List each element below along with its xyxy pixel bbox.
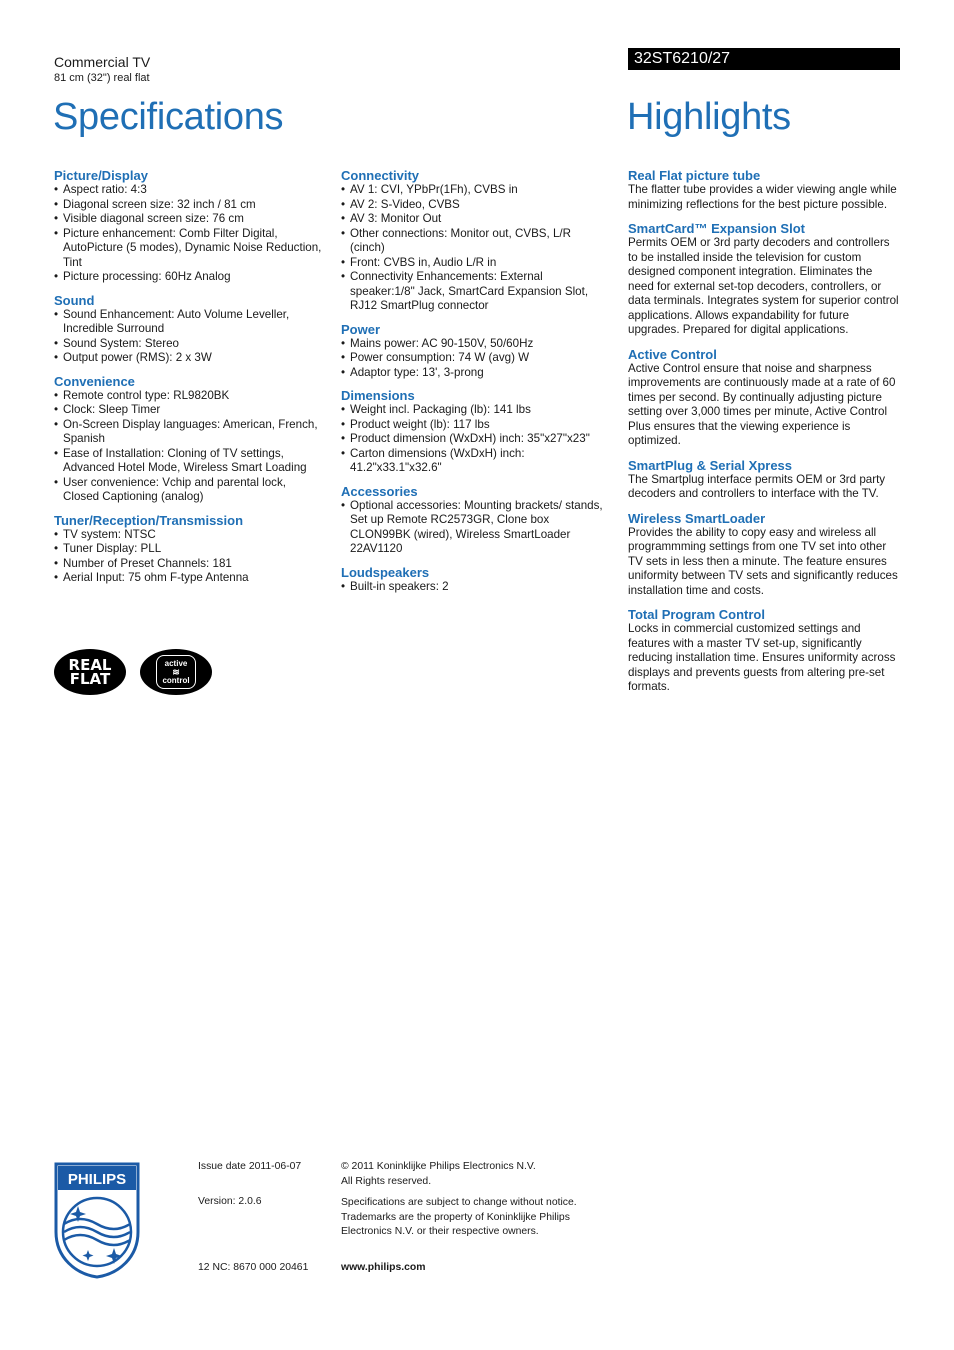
disclaimer-line: Trademarks are the property of Koninklijke Philips (341, 1211, 570, 1223)
product-type: Commercial TV (54, 54, 151, 70)
section-heading: Connectivity (341, 168, 420, 183)
spec-list (341, 403, 609, 476)
highlight-item (628, 221, 900, 338)
spec-item: • Front: CVBS in, Audio L/R in (341, 256, 609, 271)
spec-item: • User convenience: Vchip and parental lock, Closed Captioning (analog) (54, 476, 324, 505)
spec-item: • TV system: NTSC (54, 528, 324, 543)
spec-section (54, 293, 324, 366)
spec-item: • Aspect ratio: 4:3 (54, 183, 324, 198)
disclaimer-line: Electronics N.V. or their respective owners. (341, 1226, 539, 1237)
spec-item: • Optional accessories: Mounting brackets/ stands, Set up Remote RC2573GR, Clone box CLON99BK (wired), Wireless SmartLoader 22AV1120 (341, 499, 609, 557)
section-heading: Accessories (341, 483, 418, 499)
highlights-title: Highlights (627, 96, 791, 138)
section-heading: Tuner/Reception/Transmission (54, 512, 244, 528)
philips-shield-logo (54, 1162, 140, 1279)
section-heading: Dimensions (341, 388, 415, 403)
highlight-heading: SmartCard™ Expansion Slot (628, 221, 805, 236)
website-link[interactable]: www.philips.com (341, 1262, 426, 1273)
highlights-column (628, 168, 900, 704)
spec-item: • AV 2: S-Video, CVBS (341, 198, 609, 213)
highlight-heading: Wireless SmartLoader (628, 510, 766, 526)
spec-item: • Sound Enhancement: Auto Volume Leveller, Incredible Surround (54, 308, 324, 337)
spec-list (54, 389, 324, 505)
disclaimer-line: Specifications are subject to change without notice. (341, 1197, 577, 1208)
active-control-logo-line1: active (164, 659, 188, 668)
issue-date: Issue date 2011-06-07 (198, 1161, 302, 1172)
spec-item: • Sound System: Stereo (54, 337, 324, 352)
highlight-heading: Total Program Control (628, 607, 765, 622)
real-flat-logo-line1: REAL (68, 656, 112, 674)
real-flat-logo-line2: FLAT (69, 670, 111, 688)
spec-section (341, 168, 609, 314)
spec-list (54, 308, 324, 366)
highlight-item (628, 607, 900, 695)
spec-section (54, 513, 324, 586)
spec-item: • Tuner Display: PLL (54, 542, 324, 557)
spec-item: • Number of Preset Channels: 181 (54, 557, 324, 572)
spec-list (341, 499, 609, 557)
specs-column-2 (341, 168, 609, 602)
highlight-heading: Active Control (628, 346, 717, 362)
spec-item: • Other connections: Monitor out, CVBS, L/R (cinch) (341, 227, 609, 256)
highlight-item (628, 168, 900, 212)
spec-item: • Weight incl. Packaging (lb): 141 lbs (341, 403, 609, 418)
rights-line: All Rights reserved. (341, 1175, 432, 1187)
spec-item: • Product weight (lb): 117 lbs (341, 418, 609, 433)
spec-section (341, 322, 609, 381)
spec-item: • Visible diagonal screen size: 76 cm (54, 212, 324, 227)
highlight-text: The flatter tube provides a wider viewing angle while minimizing reflections for the best picture possible. (628, 183, 897, 211)
highlight-text: Permits OEM or 3rd party decoders and controllers to be installed inside the television for custom designed component integration. Eliminates the need for external set-top decoders, controllers, or data terminals. Integrates system for superior control applications. Allows expandability for future upgrades. Prepared for digital applications. (628, 236, 899, 336)
highlight-heading: SmartPlug & Serial Xpress (628, 457, 793, 473)
highlight-text: Locks in commercial customized settings and features with a master TV set-up, significantly reducing installation time. Ensures uniformity across displays and prevents guests from altering pre-set formats. (628, 622, 896, 693)
highlight-text: Provides the ability to copy easy and wireless all programmming settings from one TV set into other TV sets in less then a minute. The feature ensures uniformity between TV sets and significantly reduces installation time and costs. (628, 525, 898, 597)
real-flat-logo (54, 649, 126, 695)
specifications-title: Specifications (53, 96, 284, 138)
spec-item: • Connectivity Enhancements: External speaker:1/8" Jack, SmartCard Expansion Slot, RJ12 SmartPlug connector (341, 270, 609, 314)
disclaimer-block (341, 1196, 577, 1240)
highlight-item (628, 511, 900, 599)
spec-item: • AV 1: CVI, YPbPr(1Fh), CVBS in (341, 183, 609, 198)
section-heading: Loudspeakers (341, 564, 430, 580)
section-heading: Power (341, 321, 381, 337)
spec-section (341, 388, 609, 476)
nc-number: 12 NC: 8670 000 20461 (198, 1262, 309, 1273)
spec-item: • Adaptor type: 13', 3-prong (341, 366, 609, 381)
spec-item: • Clock: Sleep Timer (54, 403, 324, 418)
highlight-item (628, 347, 900, 449)
spec-list (54, 528, 324, 586)
spec-item: • Mains power: AC 90-150V, 50/60Hz (341, 337, 609, 352)
feature-logos (54, 649, 214, 695)
spec-list (341, 183, 609, 314)
highlight-heading: Real Flat picture tube (628, 168, 761, 183)
highlight-text: Active Control ensure that noise and sharpness improvements are continuously made at a rate of 60 times per second. By continually adjusting picture setting over 3,000 times per minute, Active Control Plus ensures that the viewing experience is optimized. (628, 361, 896, 447)
spec-item: • Picture processing: 60Hz Analog (54, 270, 324, 285)
spec-item: • Output power (RMS): 2 x 3W (54, 351, 324, 366)
spec-section (341, 484, 609, 557)
spec-item: • Power consumption: 74 W (avg) W (341, 351, 609, 366)
version: Version: 2.0.6 (198, 1196, 262, 1207)
spec-section (54, 168, 324, 285)
copyright-line: © 2011 Koninklijke Philips Electronics N.V. (341, 1161, 536, 1172)
highlight-item (628, 458, 900, 502)
spec-item: • Carton dimensions (WxDxH) inch: 41.2"x33.1"x32.6" (341, 447, 609, 476)
spec-item: • On-Screen Display languages: American, French, Spanish (54, 418, 324, 447)
spec-item: • Diagonal screen size: 32 inch / 81 cm (54, 198, 324, 213)
model-number-bar: 32ST6210/27 (628, 48, 900, 70)
spec-section (54, 374, 324, 505)
spec-item: • Picture enhancement: Comb Filter Digital, AutoPicture (5 modes), Dynamic Noise Reduction, Tint (54, 227, 324, 271)
spec-item: • AV 3: Monitor Out (341, 212, 609, 227)
section-heading: Picture/Display (54, 168, 148, 183)
highlight-text: The Smartplug interface permits OEM or 3rd party decoders and controllers to interface with the TV. (628, 472, 886, 500)
spec-item: • Ease of Installation: Cloning of TV settings, Advanced Hotel Mode, Wireless Smart Loading (54, 447, 324, 476)
spec-item: • Built-in speakers: 2 (341, 580, 609, 595)
spec-list (341, 337, 609, 381)
section-heading: Sound (54, 292, 95, 308)
spec-item: • Product dimension (WxDxH) inch: 35"x27"x23" (341, 432, 609, 447)
spec-item: • Remote control type: RL9820BK (54, 389, 324, 404)
philips-wordmark: PHILIPS (67, 1171, 127, 1188)
section-heading: Convenience (54, 373, 135, 389)
spec-section (341, 565, 609, 595)
spec-item: • Aerial Input: 75 ohm F-type Antenna (54, 571, 324, 586)
copyright-block (341, 1160, 536, 1189)
active-control-logo-line2: control (162, 676, 190, 685)
specs-column-1 (54, 168, 324, 594)
product-subtitle: 81 cm (32") real flat (54, 72, 150, 84)
spec-list (341, 580, 609, 595)
spec-list (54, 183, 324, 285)
active-control-logo: active ≋ control (140, 649, 212, 695)
